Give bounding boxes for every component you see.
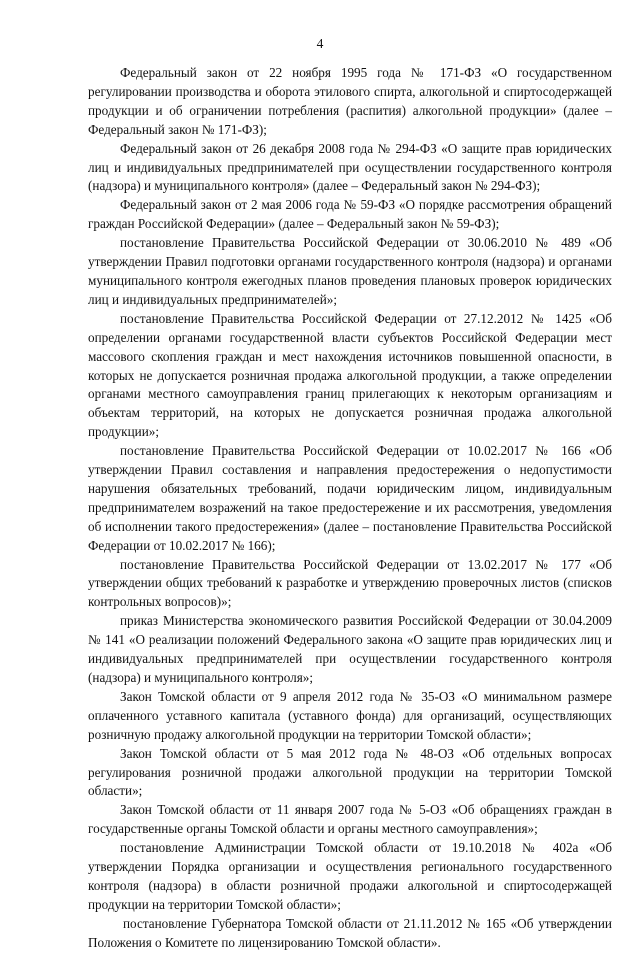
paragraph-government-resolution-177: постановление Правительства Российской Федерации от 13.02.2017 № 177 «Об утверждении общих требований к разработке и утверждению проверочных листов (списков контрольных вопросов)»; xyxy=(88,556,612,610)
paragraph-administration-resolution-402a: постановление Администрации Томской области от 19.10.2018 № 402а «Об утверждении Порядка организации и осуществления регионального государственного контроля (надзора) в области розничной продажи алкогольной и спиртосодержащей продукции на территории Томской области»; xyxy=(88,840,612,912)
document-body xyxy=(88,64,612,953)
paragraph-government-resolution-489: постановление Правительства Российской Федерации от 30.06.2010 № 489 «Об утверждении Правил подготовки органами государственного контроля (надзора) и органами муниципального контроля ежегодных планов проведения плановых проверок юридических лиц и индивидуальных предпринимателей»; xyxy=(88,235,612,307)
paragraph-government-resolution-1425: постановление Правительства Российской Федерации от 27.12.2012 № 1425 «Об определении органами государственной власти субъектов Российской Федерации мест массового скопления граждан и мест нахождения источников повышенной опасности, в которых не допускается розничная продажа алкогольной продукции, а также определении органами местного самоуправления границ прилегающих к некоторым организациям и объектам территорий, на которых не допускается розничная продажа алкогольной продукции»; xyxy=(88,310,612,440)
paragraph-federal-law-59: Федеральный закон от 2 мая 2006 года № 59-ФЗ «О порядке рассмотрения обращений граждан Российской Федерации» (далее – Федеральный закон № 59-ФЗ); xyxy=(88,197,612,232)
paragraph-tomsk-law-35: Закон Томской области от 9 апреля 2012 года № 35-ОЗ «О минимальном размере оплаченного уставного капитала (уставного фонда) для организаций, осуществляющих розничную продажу алкогольной продукции на территории Томской области»; xyxy=(88,688,612,742)
paragraph-tomsk-law-5: Закон Томской области от 11 января 2007 года № 5-ОЗ «Об обращениях граждан в государственные органы Томской области и органы местного самоуправления»; xyxy=(88,802,612,837)
paragraph-federal-law-294: Федеральный закон от 26 декабря 2008 года № 294-ФЗ «О защите прав юридических лиц и индивидуальных предпринимателей при осуществлении государственного контроля (надзора) и муниципального контроля» (далее – Федеральный закон № 294-ФЗ); xyxy=(88,140,612,194)
paragraph-tomsk-law-48: Закон Томской области от 5 мая 2012 года № 48-ОЗ «Об отдельных вопросах регулирования розничной продажи алкогольной продукции на территории Томской области»; xyxy=(88,745,612,799)
page-number: 4 xyxy=(316,36,324,51)
paragraph-ministry-order-141: приказ Министерства экономического развития Российской Федерации от 30.04.2009 № 141 «О реализации положений Федерального закона «О защите прав юридических лиц и индивидуальных предпринимателей при осуществлении государственного контроля (надзора) и муниципального контроля»; xyxy=(88,613,612,685)
paragraph-governor-resolution-165: постановление Губернатора Томской области от 21.11.2012 № 165 «Об утверждении Положения о Комитете по лицензированию Томской области». xyxy=(88,915,612,950)
paragraph-government-resolution-166: постановление Правительства Российской Федерации от 10.02.2017 № 166 «Об утверждении Правил составления и направления предостережения о недопустимости нарушения обязательных требований, подачи юридическим лицом, индивидуальным предпринимателем возражений на такое предостережение и их рассмотрения, уведомления об исполнении такого предостережения» (далее – постановление Правительства Российской Федерации от 10.02.2017 № 166); xyxy=(88,443,612,553)
paragraph-federal-law-171: Федеральный закон от 22 ноября 1995 года № 171-ФЗ «О государственном регулировании производства и оборота этилового спирта, алкогольной и спиртосодержащей продукции и об ограничении потребления (распития) алкогольной продукции» (далее – Федеральный закон № 171-ФЗ); xyxy=(88,65,612,137)
